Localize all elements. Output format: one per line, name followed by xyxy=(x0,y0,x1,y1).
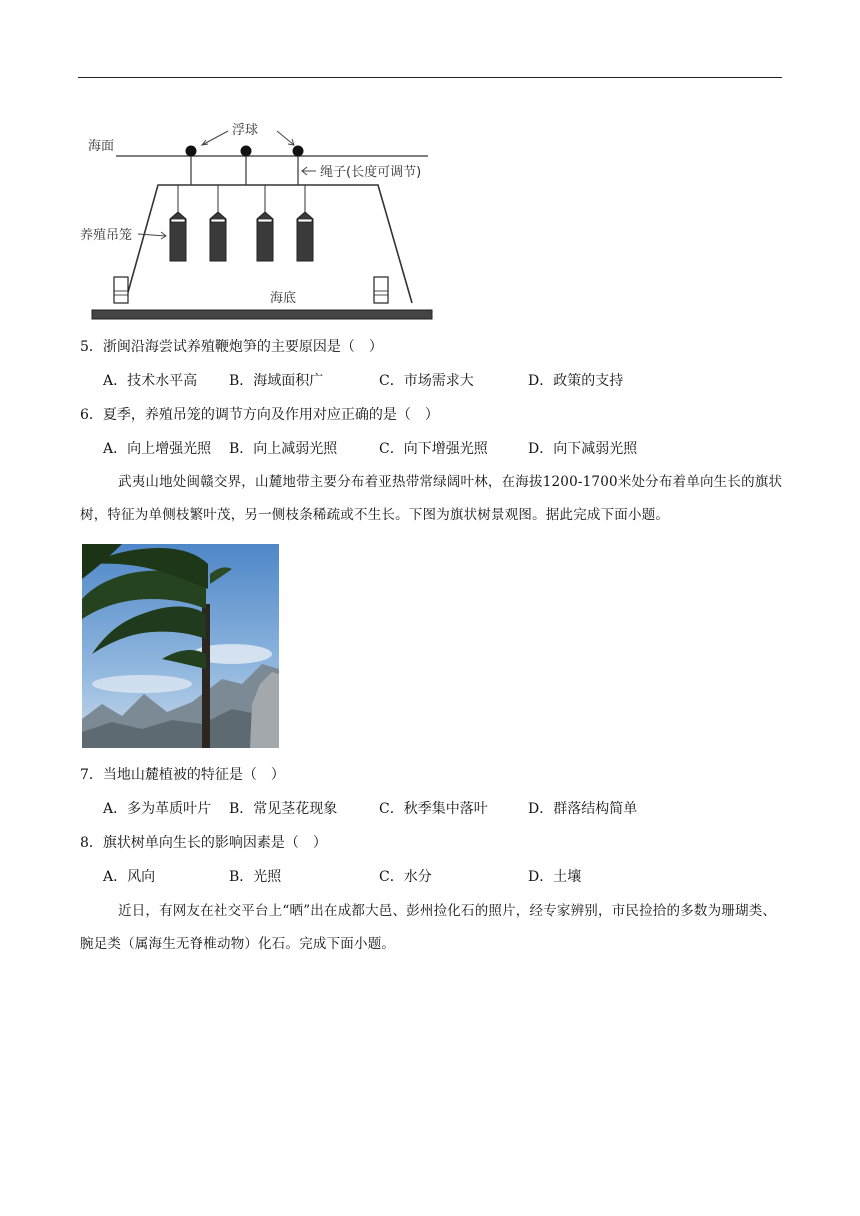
option-6c: C．向下增强光照 xyxy=(379,441,488,457)
option-8b: B．光照 xyxy=(229,869,282,885)
float-ball xyxy=(293,146,304,157)
option-7c: C．秋季集中落叶 xyxy=(379,801,488,817)
option-5b: B．海域面积广 xyxy=(229,373,324,389)
question-5-stem: 5．浙闽沿海尝试养殖鞭炮笋的主要原因是（ ） xyxy=(80,339,383,355)
seabed-label: 海底 xyxy=(270,291,297,306)
flag-tree-photo xyxy=(82,544,279,748)
float-ball xyxy=(241,146,252,157)
option-5c: C．市场需求大 xyxy=(379,373,474,389)
option-7d: D．群落结构简单 xyxy=(528,801,638,817)
cage-label: 养殖吊笼 xyxy=(80,228,133,243)
sea-surface-label: 海面 xyxy=(88,139,115,154)
passage-fossils: 近日，有网友在社交平台上“晒”出在成都大邑、彭州捡化石的照片，经专家辨别，市民捡拾的多数为珊瑚类、腕足类（属海生无脊椎动物）化石。完成下面小题。 xyxy=(80,903,777,952)
option-7b: B．常见茎花现象 xyxy=(229,801,338,817)
float-arrow-left xyxy=(202,131,228,145)
float-arrow-right xyxy=(277,131,294,145)
option-8a: A．风向 xyxy=(103,869,156,885)
anchor-block xyxy=(374,277,388,303)
option-6d: D．向下减弱光照 xyxy=(528,441,638,457)
question-7-stem: 7．当地山麓植被的特征是（ ） xyxy=(80,767,285,783)
option-6b: B．向上减弱光照 xyxy=(229,441,338,457)
question-8-stem: 8．旗状树单向生长的影响因素是（ ） xyxy=(80,835,327,851)
anchor-block xyxy=(114,277,128,303)
option-8d: D．土壤 xyxy=(528,869,582,885)
float-label: 浮球 xyxy=(232,123,259,138)
float-ball xyxy=(186,146,197,157)
option-5d: D．政策的支持 xyxy=(528,373,624,389)
aquaculture-cage-diagram xyxy=(80,115,460,325)
seabed xyxy=(92,310,432,319)
option-6a: A．向上增强光照 xyxy=(103,441,212,457)
option-8c: C．水分 xyxy=(379,869,432,885)
header-rule xyxy=(78,77,782,78)
passage-wuyishan: 武夷山地处闽赣交界，山麓地带主要分布着亚热带常绿阔叶林，在海拔1200-1700米处分布着单向生长的旗状树，特征为单侧枝繁叶茂，另一侧枝条稀疏或不生长。下图为旗状树景观图。据此完成下面小题。 xyxy=(80,474,783,523)
option-5a: A．技术水平高 xyxy=(103,373,198,389)
option-7a: A．多为革质叶片 xyxy=(103,801,212,817)
rope-label: 绳子(长度可调节) xyxy=(320,165,422,180)
question-6-stem: 6．夏季，养殖吊笼的调节方向及作用对应正确的是（ ） xyxy=(80,407,439,423)
